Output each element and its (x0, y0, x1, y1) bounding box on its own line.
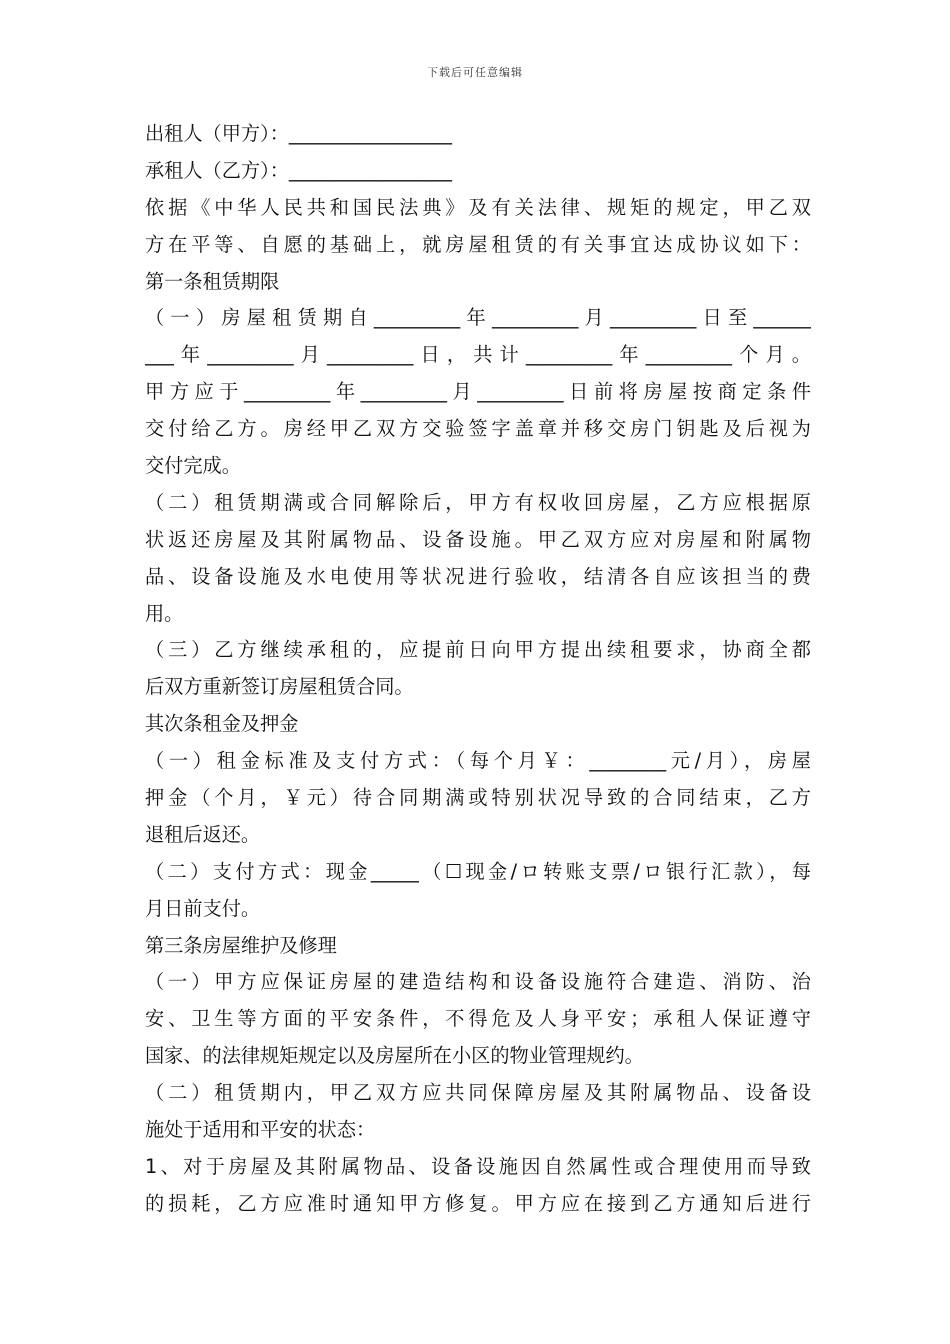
paragraph-line: （二）租赁期满或合同解除后，甲方有权收回房屋，乙方应根据原 (145, 490, 811, 514)
section-heading: 第三条房屋维护及修理 (145, 933, 337, 957)
party-a-line: 出租人（甲方）：_________________ (145, 122, 452, 145)
paragraph-line: （一）租金标准及支付方式：（每个月￥：________元/月），房屋 (145, 749, 811, 773)
contract-body (145, 116, 811, 1223)
paragraph-line: 的损耗，乙方应准时通知甲方修复。甲方应在接到乙方通知后进行 (145, 1191, 811, 1215)
paragraph-line: 退租后返还。 (145, 822, 261, 846)
section-heading: 其次条租金及押金 (145, 712, 299, 736)
paragraph-line: 用。 (145, 601, 184, 625)
paragraph-line: （二）支付方式：现金_____（☐现金/ロ转账支票/ロ银行汇款），每 (145, 859, 811, 883)
paragraph-line: 月日前支付。 (145, 896, 261, 920)
paragraph-line: 方在平等、自愿的基础上，就房屋租赁的有关事宜达成协议如下： (145, 232, 811, 256)
paragraph-line: （三）乙方继续承租的，应提前日向甲方提出续租要求，协商全都 (145, 638, 811, 662)
section-heading: 第一条租赁期限 (145, 269, 280, 293)
paragraph-line: 施处于适用和平安的状态： (145, 1118, 376, 1142)
paragraph-line: （一）房屋租赁期自_________年_________月_________日至______ (145, 306, 811, 330)
paragraph-line: 甲方应于_________年_________月_________日前将房屋按商定条件 (145, 380, 811, 404)
paragraph-line: 国家、的法律规矩规定以及房屋所在小区的物业管理规约。 (145, 1044, 644, 1068)
paragraph-line: 1、对于房屋及其附属物品、设备设施因自然属性或合理使用而导致 (145, 1154, 811, 1178)
page-header: 下载后可任意编辑 (427, 66, 523, 79)
paragraph-line: 后双方重新签订房屋租赁合同。 (145, 675, 414, 699)
paragraph-line: ___年_________月_________日，共计_________年_________个月。 (145, 343, 811, 367)
party-b-line: 承租人（乙方）：_________________ (145, 158, 452, 182)
paragraph-line: 交付给乙方。房经甲乙双方交验签字盖章并移交房门钥匙及后视为 (145, 417, 811, 441)
paragraph-line: （一）甲方应保证房屋的建造结构和设备设施符合建造、消防、治 (145, 970, 811, 994)
paragraph-line: 依据《中华人民共和国民法典》及有关法律、规矩的规定，甲乙双 (145, 195, 811, 219)
paragraph-line: 品、设备设施及水电使用等状况进行验收，结清各自应该担当的费 (145, 564, 811, 588)
paragraph-line: 状返还房屋及其附属物品、设备设施。甲乙双方应对房屋和附属物 (145, 527, 811, 551)
paragraph-line: 押金（个月，￥元）待合同期满或特别状况导致的合同结束，乙方 (145, 786, 811, 810)
paragraph-line: 安、卫生等方面的平安条件，不得危及人身平安；承租人保证遵守 (145, 1007, 811, 1031)
paragraph-line: （二）租赁期内，甲乙双方应共同保障房屋及其附属物品、设备设 (145, 1081, 811, 1105)
paragraph-line: 交付完成。 (145, 454, 241, 478)
